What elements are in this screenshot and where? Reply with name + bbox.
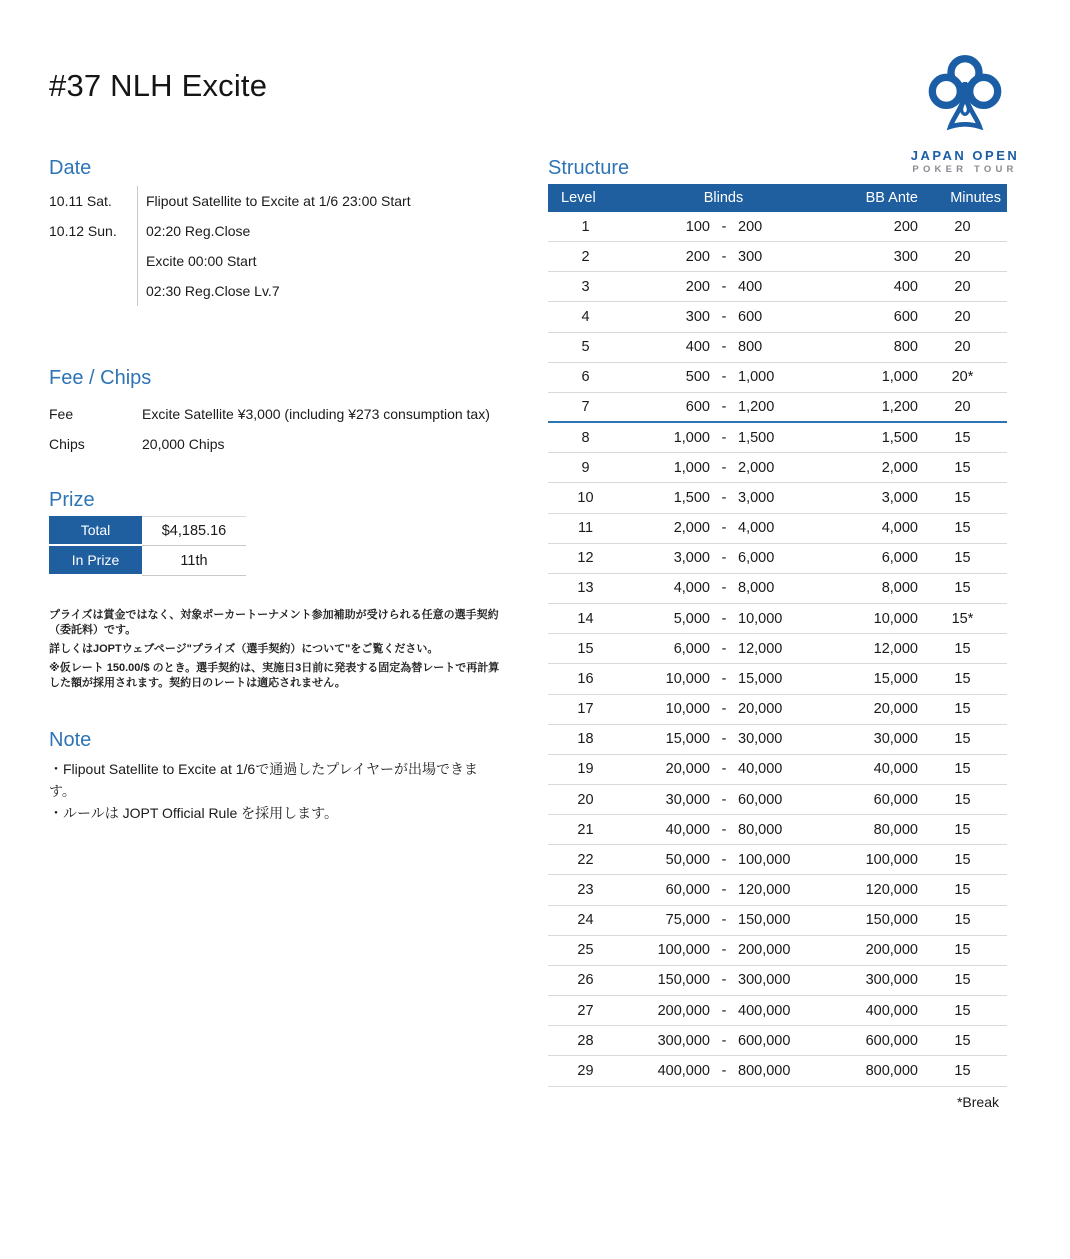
big-blind-cell: 100,000 (738, 851, 791, 868)
blinds-dash: - (721, 1032, 727, 1049)
fee-chips-section (49, 365, 519, 459)
level-cell: 2 (581, 248, 590, 265)
small-blind-cell: 2,000 (673, 520, 710, 537)
bb-ante-cell: 120,000 (865, 882, 918, 899)
bb-ante-cell: 150,000 (865, 912, 918, 929)
structure-row (548, 483, 1007, 513)
bb-ante-cell: 300 (893, 248, 918, 265)
prize-table (49, 516, 309, 576)
small-blind-cell: 10,000 (665, 701, 710, 718)
minutes-cell: 15 (954, 761, 971, 778)
small-blind-cell: 300,000 (657, 1032, 710, 1049)
bb-ante-cell: 2,000 (881, 459, 918, 476)
structure-row (548, 212, 1007, 242)
level-cell: 15 (577, 640, 594, 657)
level-cell: 22 (577, 851, 594, 868)
small-blind-cell: 500 (685, 369, 710, 386)
big-blind-cell: 800,000 (738, 1062, 791, 1079)
structure-row (548, 996, 1007, 1026)
fee-chips-row (49, 429, 519, 459)
structure-row (548, 544, 1007, 574)
prize-value-cell: $4,185.16 (142, 516, 246, 546)
blinds-dash: - (721, 791, 727, 808)
structure-row (548, 845, 1007, 875)
structure-table-header (548, 184, 1007, 212)
note-heading: Note (49, 729, 92, 751)
structure-row (548, 906, 1007, 936)
big-blind-cell: 2,000 (738, 459, 775, 476)
blinds-dash: - (721, 942, 727, 959)
fee-chips-label: Fee (49, 406, 74, 422)
bb-ante-cell: 400,000 (865, 1002, 918, 1019)
big-blind-cell: 3,000 (738, 489, 775, 506)
date-value: 10.11 Sat. (49, 193, 112, 209)
small-blind-cell: 20,000 (665, 761, 710, 778)
blinds-dash: - (721, 640, 727, 657)
level-cell: 24 (577, 912, 594, 929)
blinds-dash: - (721, 701, 727, 718)
blinds-dash: - (721, 972, 727, 989)
level-cell: 5 (581, 339, 590, 356)
blinds-dash: - (721, 882, 727, 899)
structure-row (548, 242, 1007, 272)
blinds-dash: - (721, 550, 727, 567)
bb-ante-cell: 200,000 (865, 942, 918, 959)
minutes-cell: 20 (954, 399, 971, 416)
prize-row (49, 546, 309, 576)
small-blind-cell: 60,000 (665, 882, 710, 899)
small-blind-cell: 200 (685, 278, 710, 295)
minutes-cell: 15 (954, 670, 971, 687)
level-cell: 13 (577, 580, 594, 597)
bb-ante-cell: 80,000 (873, 821, 918, 838)
date-row (49, 276, 509, 306)
small-blind-cell: 150,000 (657, 972, 710, 989)
big-blind-cell: 4,000 (738, 520, 775, 537)
big-blind-cell: 400 (738, 278, 763, 295)
disclaimer-line: ※仮レート 150.00/$ のとき。選手契約は、実施日3日前に発表する固定為替レートで再計算した額が採用されます。契約日のレートは適応されません。 (49, 662, 500, 689)
fee-chips-heading: Fee / Chips (49, 367, 152, 389)
minutes-cell: 15 (954, 972, 971, 989)
small-blind-cell: 3,000 (673, 550, 710, 567)
bb-ante-cell: 30,000 (873, 731, 918, 748)
blinds-dash: - (721, 429, 727, 446)
structure-row (548, 815, 1007, 845)
small-blind-cell: 1,500 (673, 489, 710, 506)
minutes-cell: 15 (954, 1062, 971, 1079)
bb-ante-cell: 400 (893, 278, 918, 295)
column-header-blinds: Blinds (703, 190, 744, 206)
big-blind-cell: 60,000 (738, 791, 783, 808)
big-blind-cell: 300 (738, 248, 763, 265)
blinds-dash: - (721, 218, 727, 235)
big-blind-cell: 8,000 (738, 580, 775, 597)
bb-ante-cell: 8,000 (881, 580, 918, 597)
blinds-dash: - (721, 339, 727, 356)
big-blind-cell: 20,000 (738, 701, 783, 718)
structure-row (548, 604, 1007, 634)
big-blind-cell: 15,000 (738, 670, 783, 687)
bb-ante-cell: 10,000 (873, 610, 918, 627)
column-header-bb-ante: BB Ante (865, 190, 918, 206)
minutes-cell: 20 (954, 248, 971, 265)
date-value: 10.12 Sun. (49, 223, 117, 239)
bb-ante-cell: 6,000 (881, 550, 918, 567)
big-blind-cell: 300,000 (738, 972, 791, 989)
fee-chips-value: Excite Satellite ¥3,000 (including ¥273 consumption tax) (142, 406, 490, 422)
minutes-cell: 15 (954, 942, 971, 959)
minutes-cell: 20* (951, 369, 974, 386)
date-section (49, 155, 509, 306)
small-blind-cell: 1,000 (673, 459, 710, 476)
level-cell: 27 (577, 1002, 594, 1019)
note-item: ・Flipout Satellite to Excite at 1/6で通過したプレイヤーが出場できます。 (49, 761, 478, 799)
structure-row (548, 1056, 1007, 1086)
level-cell: 11 (577, 520, 594, 537)
minutes-cell: 15 (954, 912, 971, 929)
fee-chips-list (49, 399, 519, 459)
bb-ante-cell: 60,000 (873, 791, 918, 808)
prize-row (49, 516, 309, 546)
blinds-dash: - (721, 459, 727, 476)
structure-row (548, 785, 1007, 815)
small-blind-cell: 10,000 (665, 670, 710, 687)
level-cell: 26 (577, 972, 594, 989)
level-cell: 28 (577, 1032, 594, 1049)
big-blind-cell: 800 (738, 339, 763, 356)
logo-text-line1: JAPAN OPEN (910, 148, 1020, 163)
minutes-cell: 15* (951, 610, 974, 627)
big-blind-cell: 600,000 (738, 1032, 791, 1049)
note-section (49, 727, 501, 824)
blinds-dash: - (721, 309, 727, 326)
big-blind-cell: 120,000 (738, 882, 791, 899)
small-blind-cell: 30,000 (665, 791, 710, 808)
date-event: Excite 00:00 Start (137, 246, 509, 276)
small-blind-cell: 1,000 (673, 429, 710, 446)
note-item: ・ルールは JOPT Official Rule を採用します。 (49, 805, 339, 821)
blinds-dash: - (721, 912, 727, 929)
blinds-dash: - (721, 821, 727, 838)
fee-chips-value: 20,000 Chips (142, 436, 225, 452)
structure-row (548, 423, 1007, 453)
minutes-cell: 15 (954, 550, 971, 567)
structure-row (548, 1026, 1007, 1056)
level-cell: 23 (577, 882, 594, 899)
level-cell: 21 (577, 821, 594, 838)
prize-label-cell: In Prize (49, 546, 142, 576)
level-cell: 29 (577, 1062, 594, 1079)
small-blind-cell: 15,000 (665, 731, 710, 748)
big-blind-cell: 200,000 (738, 942, 791, 959)
minutes-cell: 15 (954, 459, 971, 476)
small-blind-cell: 300 (685, 309, 710, 326)
blinds-dash: - (721, 489, 727, 506)
column-header-minutes: Minutes (950, 190, 1001, 206)
minutes-cell: 15 (954, 791, 971, 808)
structure-row (548, 875, 1007, 905)
bb-ante-cell: 15,000 (873, 670, 918, 687)
minutes-cell: 15 (954, 882, 971, 899)
structure-row (548, 725, 1007, 755)
minutes-cell: 15 (954, 851, 971, 868)
bb-ante-cell: 800 (893, 339, 918, 356)
bb-ante-cell: 4,000 (881, 520, 918, 537)
small-blind-cell: 200,000 (657, 1002, 710, 1019)
date-row (49, 246, 509, 276)
minutes-cell: 15 (954, 731, 971, 748)
big-blind-cell: 40,000 (738, 761, 783, 778)
blinds-dash: - (721, 610, 727, 627)
minutes-cell: 15 (954, 821, 971, 838)
bb-ante-cell: 1,200 (881, 399, 918, 416)
minutes-cell: 20 (954, 339, 971, 356)
blinds-dash: - (721, 761, 727, 778)
bb-ante-cell: 800,000 (865, 1062, 918, 1079)
break-footnote: *Break (956, 1093, 999, 1110)
bb-ante-cell: 200 (893, 218, 918, 235)
bb-ante-cell: 300,000 (865, 972, 918, 989)
small-blind-cell: 75,000 (665, 912, 710, 929)
date-row (49, 186, 509, 216)
bb-ante-cell: 3,000 (881, 489, 918, 506)
big-blind-cell: 1,500 (738, 429, 775, 446)
date-row (49, 216, 509, 246)
note-list (49, 758, 501, 824)
small-blind-cell: 40,000 (665, 821, 710, 838)
level-cell: 14 (577, 610, 594, 627)
level-cell: 3 (581, 278, 590, 295)
minutes-cell: 15 (954, 640, 971, 657)
small-blind-cell: 100 (685, 218, 710, 235)
big-blind-cell: 200 (738, 218, 763, 235)
level-cell: 20 (577, 791, 594, 808)
structure-row (548, 755, 1007, 785)
structure-row (548, 302, 1007, 332)
small-blind-cell: 5,000 (673, 610, 710, 627)
level-cell: 7 (581, 399, 590, 416)
minutes-cell: 15 (954, 1002, 971, 1019)
small-blind-cell: 600 (685, 399, 710, 416)
big-blind-cell: 1,000 (738, 369, 775, 386)
blinds-dash: - (721, 1002, 727, 1019)
page-title: #37 NLH Excite (49, 68, 268, 103)
blinds-dash: - (721, 670, 727, 687)
level-cell: 10 (577, 489, 594, 506)
structure-row (548, 393, 1007, 423)
blinds-dash: - (721, 248, 727, 265)
minutes-cell: 15 (954, 489, 971, 506)
minutes-cell: 15 (954, 701, 971, 718)
disclaimer-line: プライズは賞金ではなく、対象ポーカートーナメント参加補助が受けられる任意の選手契約（委託料）です。 (49, 609, 499, 636)
structure-row (548, 514, 1007, 544)
bb-ante-cell: 1,000 (881, 369, 918, 386)
bb-ante-cell: 600 (893, 309, 918, 326)
structure-row (548, 966, 1007, 996)
small-blind-cell: 50,000 (665, 851, 710, 868)
level-cell: 12 (577, 550, 594, 567)
big-blind-cell: 80,000 (738, 821, 783, 838)
big-blind-cell: 150,000 (738, 912, 791, 929)
structure-heading: Structure (548, 157, 630, 179)
structure-row (548, 333, 1007, 363)
bb-ante-cell: 12,000 (873, 640, 918, 657)
minutes-cell: 20 (954, 278, 971, 295)
column-header-level: Level (561, 190, 596, 206)
structure-row (548, 453, 1007, 483)
date-schedule (49, 186, 509, 306)
bb-ante-cell: 1,500 (881, 429, 918, 446)
structure-section (548, 155, 1007, 1110)
date-event: 02:20 Reg.Close (137, 216, 509, 246)
minutes-cell: 15 (954, 520, 971, 537)
big-blind-cell: 400,000 (738, 1002, 791, 1019)
small-blind-cell: 400,000 (657, 1062, 710, 1079)
minutes-cell: 20 (954, 309, 971, 326)
level-cell: 18 (577, 731, 594, 748)
bb-ante-cell: 20,000 (873, 701, 918, 718)
disclaimer-line: 詳しくはJOPTウェブページ"プライズ（選手契約）について"をご覧ください。 (49, 643, 439, 655)
big-blind-cell: 30,000 (738, 731, 783, 748)
minutes-cell: 20 (954, 218, 971, 235)
blinds-dash: - (721, 1062, 727, 1079)
structure-row (548, 695, 1007, 725)
club-suit-icon (925, 52, 1005, 140)
prize-disclaimer (49, 608, 501, 695)
structure-row (548, 634, 1007, 664)
structure-table-body (548, 212, 1007, 1087)
small-blind-cell: 100,000 (657, 942, 710, 959)
structure-row (548, 574, 1007, 604)
level-cell: 17 (577, 701, 594, 718)
fee-chips-label: Chips (49, 436, 85, 452)
level-cell: 6 (581, 369, 590, 386)
prize-value-cell: 11th (142, 546, 246, 576)
fee-chips-row (49, 399, 519, 429)
structure-row (548, 272, 1007, 302)
prize-heading: Prize (49, 489, 95, 511)
small-blind-cell: 400 (685, 339, 710, 356)
date-event: 02:30 Reg.Close Lv.7 (137, 276, 509, 306)
small-blind-cell: 4,000 (673, 580, 710, 597)
bb-ante-cell: 600,000 (865, 1032, 918, 1049)
small-blind-cell: 200 (685, 248, 710, 265)
minutes-cell: 15 (954, 1032, 971, 1049)
level-cell: 9 (581, 459, 590, 476)
big-blind-cell: 1,200 (738, 399, 775, 416)
blinds-dash: - (721, 851, 727, 868)
level-cell: 16 (577, 670, 594, 687)
bb-ante-cell: 40,000 (873, 761, 918, 778)
prize-section (49, 487, 309, 576)
level-cell: 4 (581, 309, 590, 326)
big-blind-cell: 600 (738, 309, 763, 326)
big-blind-cell: 10,000 (738, 610, 783, 627)
blinds-dash: - (721, 369, 727, 386)
date-event: Flipout Satellite to Excite at 1/6 23:00 Start (137, 186, 509, 216)
structure-row (548, 664, 1007, 694)
big-blind-cell: 12,000 (738, 640, 783, 657)
blinds-dash: - (721, 278, 727, 295)
minutes-cell: 15 (954, 580, 971, 597)
blinds-dash: - (721, 399, 727, 416)
level-cell: 1 (581, 218, 590, 235)
blinds-dash: - (721, 580, 727, 597)
level-cell: 8 (581, 429, 590, 446)
level-cell: 25 (577, 942, 594, 959)
date-heading: Date (49, 157, 92, 179)
minutes-cell: 15 (954, 429, 971, 446)
logo-text-line2: POKER TOUR (912, 164, 1018, 175)
blinds-dash: - (721, 520, 727, 537)
level-cell: 19 (577, 761, 594, 778)
bb-ante-cell: 100,000 (865, 851, 918, 868)
prize-label-cell: Total (49, 516, 142, 546)
blinds-dash: - (721, 731, 727, 748)
structure-row (548, 363, 1007, 393)
big-blind-cell: 6,000 (738, 550, 775, 567)
small-blind-cell: 6,000 (673, 640, 710, 657)
structure-row (548, 936, 1007, 966)
